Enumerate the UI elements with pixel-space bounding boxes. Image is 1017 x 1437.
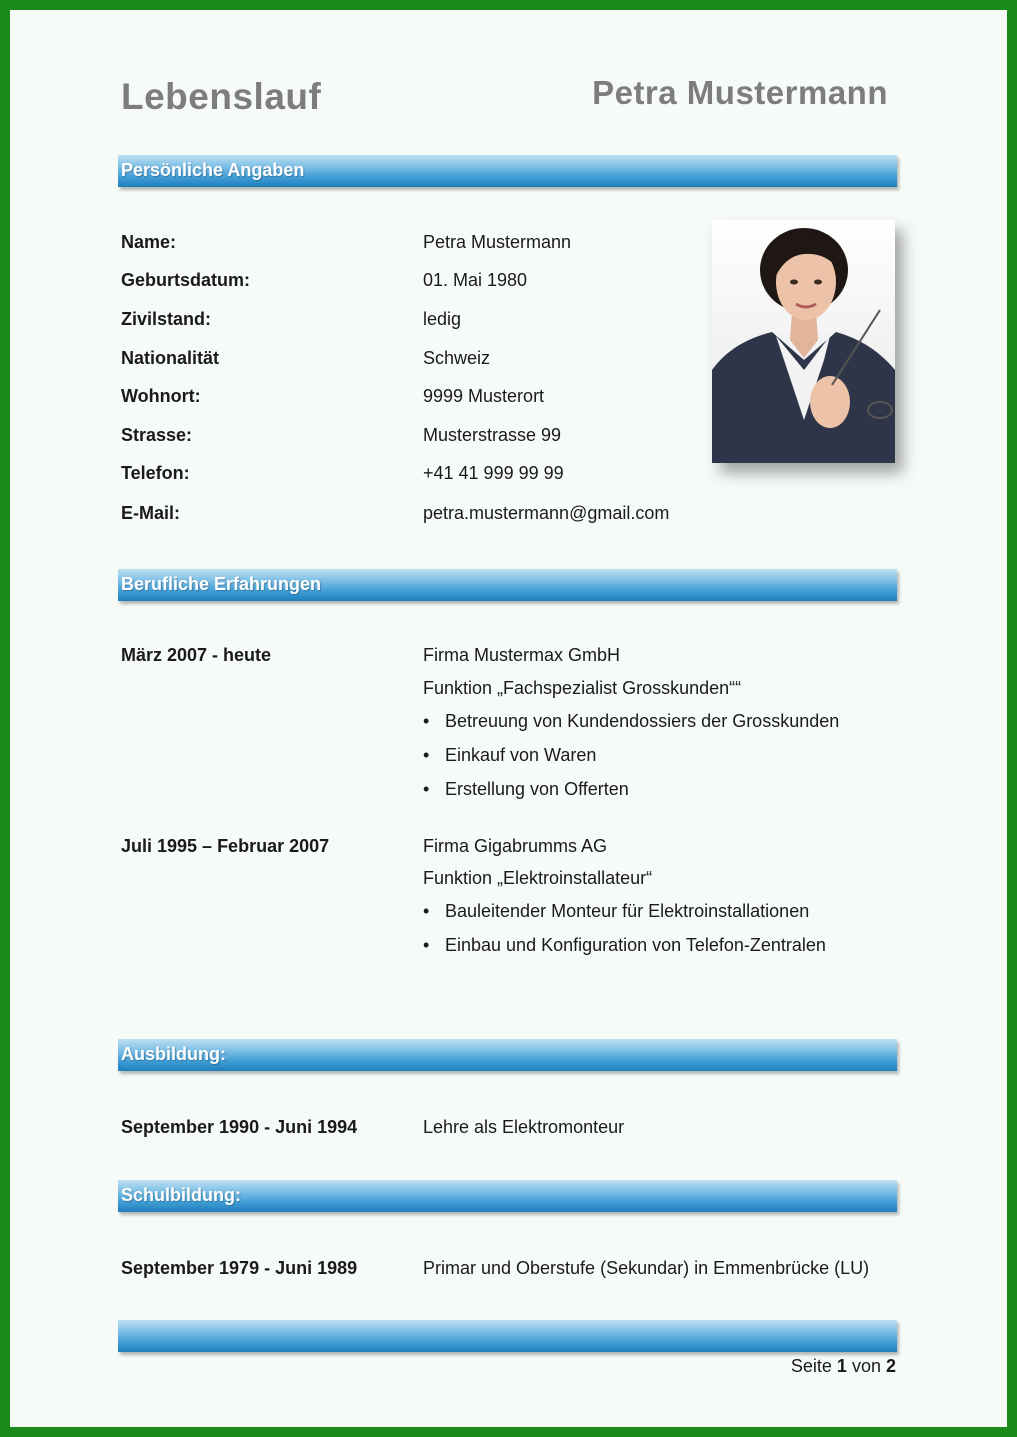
experience-company: Firma Gigabrumms AG bbox=[423, 836, 608, 856]
page-prefix: Seite bbox=[790, 1356, 832, 1376]
bullet-icon: • bbox=[423, 935, 430, 955]
page-number bbox=[690, 1356, 896, 1377]
education-value: Lehre als Elektromonteur bbox=[423, 1117, 625, 1137]
task-text: Einkauf von Waren bbox=[445, 745, 597, 765]
section-bar-personal bbox=[118, 155, 897, 187]
experience-period: März 2007 - heute bbox=[121, 645, 272, 665]
bullet-icon: • bbox=[423, 779, 430, 799]
value-name: Petra Mustermann bbox=[423, 232, 572, 252]
section-bar-school bbox=[118, 1180, 897, 1212]
header-name: Petra Mustermann bbox=[592, 74, 888, 111]
value-birthdate: 01. Mai 1980 bbox=[423, 270, 528, 290]
experience-company: Firma Mustermax GmbH bbox=[423, 645, 621, 665]
label-email: E-Mail: bbox=[121, 503, 181, 523]
page-total: 2 bbox=[885, 1356, 896, 1376]
section-bar-experience bbox=[118, 569, 897, 601]
task-text: Bauleitender Monteur für Elektroinstallationen bbox=[445, 901, 810, 921]
label-nationality: Nationalität bbox=[121, 348, 220, 368]
value-phone: +41 41 999 99 99 bbox=[423, 463, 564, 483]
section-title-personal: Persönliche Angaben bbox=[121, 160, 305, 180]
bullet-icon: • bbox=[423, 711, 430, 731]
task-text: Einbau und Konfiguration von Telefon-Zentralen bbox=[445, 935, 826, 955]
value-nationality: Schweiz bbox=[423, 348, 491, 368]
label-name: Name: bbox=[121, 232, 177, 252]
bullet-icon: • bbox=[423, 745, 430, 765]
task-text: Erstellung von Offerten bbox=[445, 779, 629, 799]
section-title-education: Ausbildung: bbox=[121, 1044, 226, 1064]
label-marital-status: Zivilstand: bbox=[121, 309, 212, 329]
section-title-experience: Berufliche Erfahrungen bbox=[121, 574, 322, 594]
portrait-icon bbox=[712, 220, 895, 463]
value-email[interactable]: petra.mustermann@gmail.com bbox=[423, 503, 670, 523]
page-current: 1 bbox=[836, 1356, 847, 1376]
label-phone: Telefon: bbox=[121, 463, 190, 483]
value-marital-status: ledig bbox=[423, 309, 462, 329]
portrait-photo bbox=[712, 220, 895, 463]
document-title: Lebenslauf bbox=[121, 76, 322, 117]
cv-page bbox=[10, 10, 1007, 1427]
page-middle: von bbox=[851, 1356, 881, 1376]
school-period: September 1979 - Juni 1989 bbox=[121, 1258, 358, 1278]
task-text: Betreuung von Kundendossiers der Grosskunden bbox=[445, 711, 840, 731]
footer-bar bbox=[118, 1320, 897, 1352]
experience-function: Funktion „Elektroinstallateur“ bbox=[423, 868, 653, 888]
education-period: September 1990 - Juni 1994 bbox=[121, 1117, 358, 1137]
school-value: Primar und Oberstufe (Sekundar) in Emmenbrücke (LU) bbox=[423, 1258, 870, 1278]
experience-function: Funktion „Fachspezialist Grosskunden““ bbox=[423, 678, 742, 698]
value-residence: 9999 Musterort bbox=[423, 386, 545, 406]
label-birthdate: Geburtsdatum: bbox=[121, 270, 251, 290]
label-residence: Wohnort: bbox=[121, 386, 201, 406]
section-bar-education bbox=[118, 1039, 897, 1071]
section-title-school: Schulbildung: bbox=[121, 1185, 241, 1205]
bullet-icon: • bbox=[423, 901, 430, 921]
value-street: Musterstrasse 99 bbox=[423, 425, 562, 445]
label-street: Strasse: bbox=[121, 425, 193, 445]
experience-period: Juli 1995 – Februar 2007 bbox=[121, 836, 330, 856]
